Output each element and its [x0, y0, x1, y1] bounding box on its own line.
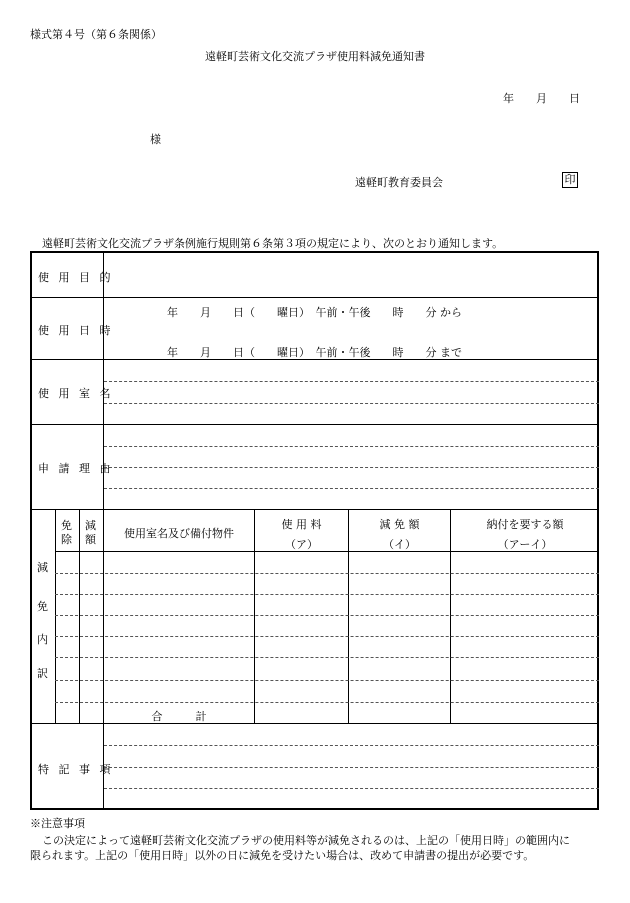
- remarks-label: 特 記 事 項: [38, 763, 114, 776]
- purpose-label: 使 用 目 的: [38, 271, 114, 284]
- reason-field[interactable]: [104, 425, 599, 509]
- breakdown-label-3: 内: [37, 633, 48, 646]
- document-title: 遠軽町芸術文化交流プラザ使用料減免通知書: [205, 50, 425, 63]
- intro-text: 遠軽町芸術文化交流プラザ条例施行規則第６条第３項の規定により、次のとおり通知します。: [42, 237, 504, 250]
- date-line: 年 月 日: [503, 92, 580, 105]
- notes-heading: ※注意事項: [30, 817, 85, 830]
- room-field[interactable]: [104, 360, 599, 424]
- col-payable-sub: （アーイ）: [497, 538, 553, 551]
- datetime-label: 使 用 日 時: [38, 324, 114, 337]
- notes-line-1: この決定によって遠軽町芸術文化交流プラザの使用料等が減免されるのは、上記の「使用日時」の範囲内に: [42, 834, 570, 847]
- form-number: 様式第４号（第６条関係）: [30, 28, 162, 41]
- col-payable-header: 納付を要する額: [486, 518, 564, 531]
- total-label: 合 計: [151, 710, 207, 723]
- col-reduce-1: 減: [85, 519, 96, 532]
- remarks-field[interactable]: [104, 724, 599, 810]
- breakdown-label-1: 減: [37, 561, 48, 574]
- seal-mark: 印: [562, 172, 578, 188]
- purpose-field[interactable]: [104, 253, 599, 297]
- breakdown-label-2: 免: [37, 600, 48, 613]
- issuer-name: 遠軽町教育委員会: [355, 176, 443, 189]
- datetime-from[interactable]: 年 月 日（ 曜日） 午前・午後 時 分 から: [167, 306, 462, 319]
- col-room-header: 使用室名及び備付物件: [124, 527, 234, 540]
- col-fee-sub: （ア）: [285, 538, 318, 551]
- col-exempt-2: 除: [61, 533, 72, 546]
- room-label: 使 用 室 名: [38, 387, 114, 400]
- col-reduction-header: 減 免 額: [379, 518, 420, 531]
- breakdown-label-4: 訳: [37, 667, 48, 680]
- col-fee-header: 使 用 料: [281, 518, 322, 531]
- col-reduce-2: 額: [85, 533, 96, 546]
- col-exempt-1: 免: [61, 519, 72, 532]
- reason-label: 申 請 理 由: [38, 462, 114, 475]
- col-reduction-sub: （イ）: [383, 538, 416, 551]
- datetime-to[interactable]: 年 月 日（ 曜日） 午前・午後 時 分 まで: [167, 346, 462, 359]
- notice-form-table: [30, 251, 599, 810]
- notes-line-2: 限られます。上記の「使用日時」以外の日に減免を受けたい場合は、改めて申請書の提出が必要です。: [30, 849, 535, 862]
- addressee-suffix: 様: [150, 133, 161, 146]
